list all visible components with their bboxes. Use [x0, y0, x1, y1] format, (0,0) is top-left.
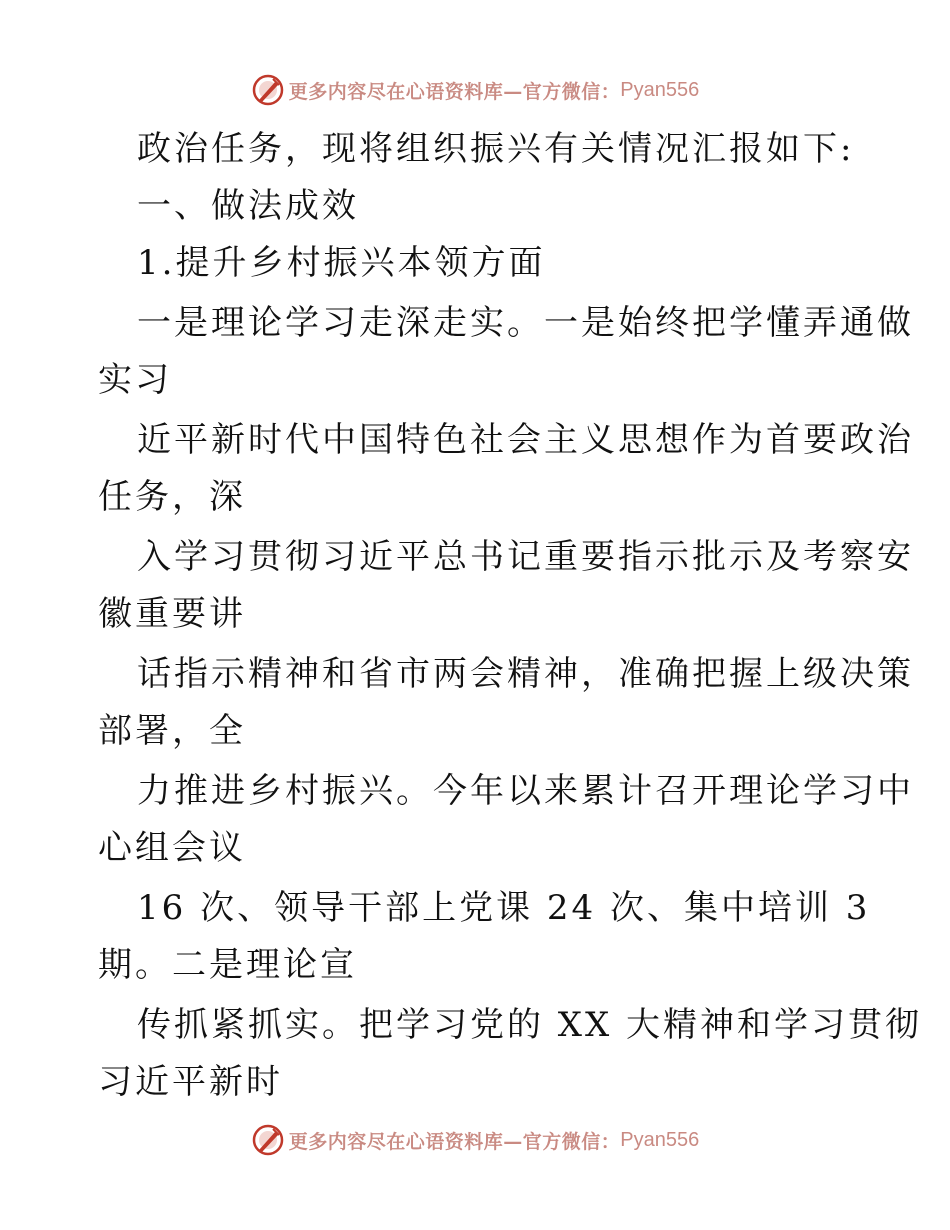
text-line: 政治任务，现将组织振兴有关情况汇报如下: [137, 129, 855, 169]
text-line: 实习 [98, 360, 172, 400]
text-line: 一是理论学习走深走实。一是始终把学懂弄通做 [137, 303, 914, 343]
text-line: 近平新时代中国特色社会主义思想作为首要政治 [137, 420, 914, 460]
text-line: 话指示精神和省市两会精神，准确把握上级决策 [137, 654, 914, 694]
text-line: 力推进乡村振兴。今年以来累计召开理论学习中 [137, 771, 914, 811]
text-line: 入学习贯彻习近平总书记重要指示批示及考察安 [137, 537, 914, 577]
watermark-id: Pyan556 [620, 78, 700, 101]
subsection-heading: 1.提升乡村振兴本领方面 [137, 243, 546, 283]
text-line: 传抓紧抓实。把学习党的 XX 大精神和学习贯彻 [137, 1005, 923, 1045]
text-line: 习近平新时 [98, 1062, 283, 1102]
text-line: 徽重要讲 [98, 594, 246, 634]
watermark-text: 更多内容尽在心语资料库—官方微信： [288, 1130, 621, 1153]
text-line: 部署，全 [98, 711, 246, 751]
watermark-footer [0, 1122, 950, 1158]
text-line: 心组会议 [98, 828, 246, 868]
section-heading: 一、做法成效 [137, 186, 359, 226]
text-line: 任务，深 [98, 477, 246, 517]
watermark-text: 更多内容尽在心语资料库—官方微信： [288, 80, 621, 103]
watermark-header [0, 72, 950, 108]
text-line: 期。二是理论宣 [98, 945, 357, 985]
pen-seal-icon [251, 1123, 285, 1157]
watermark-id: Pyan556 [620, 1128, 700, 1151]
pen-seal-icon [251, 73, 285, 107]
text-line: 16 次、领导干部上党课 24 次、集中培训 3 [137, 888, 871, 928]
